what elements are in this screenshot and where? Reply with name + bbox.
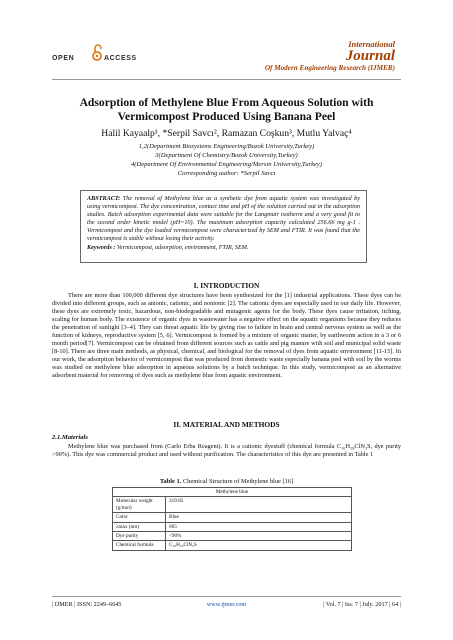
abstract-label: ABSTRACT:	[87, 195, 121, 202]
title-line-2: Vermicompost Produced Using Banana Peel	[117, 110, 336, 123]
affiliation-1: 1,2(Department Biosystems Engineering/Bozok University,Turkey)	[138, 143, 315, 150]
table-header-row	[113, 488, 352, 497]
affiliation-3: 4(Department Of Environmental Engineering/Mersin University,Turkey)	[130, 161, 323, 168]
intro-paragraph: There are more than 100,000 different dye structures have been synthesized for the [1] industrial applications. These dyes can be divided into different groups, such as anionic, cationic, and nonionic [2]. The cationic dyes are especially used in our daily life. However, these dyes are extremely toxic, hazardous, non-biodegradable and mutagenic agents for the body. These dyes cause irritation, itching, scaling for human body. The existence of organic dyes in wastewater has a negative effect on the aquatic organisms because they reduces the penetration of sunlight [3–4]. They can threat aquatic life by giving rise to failure in brain and central nervous system as well as the function of kidneys, reproductive system [5, 6]. Vermicompost is formed by a mixture of organic matter, by earthworm action in a 3 or 6 month period[7]. Vermicompost can be obtained from different sources such as cattle and pig manure with soil and municipal solid waste [8-10]. There are three main methods, as physical, chemical, and biological for the removal of dyes from aquatic environment [11-15]. In our work, the adsorption behavior of vermicompost that was produced from domestic waste especially banana peel with soil by the worms was studied on methylene blue adsorption in aqueous solutions by a batch technique. In this study, vermicompost as an alternative adsorbent material for removing of dyes such as methylene blue from aquatic environment.	[52, 292, 401, 379]
table-cell-value: 319.85	[166, 497, 352, 513]
table-row	[113, 532, 352, 541]
paper-title	[52, 96, 401, 124]
abstract-text: The removal of Methylene blue as a synthetic dye from aquatic system was investigated by using vermicompost. The dye concentration, contact time and pH of the solution carried out in the adsorption studies. Batch adsorption experimental data were suitable for the Langmuir isotherm and a very good fit to the second order kinetic model (pH=10). The maximum adsorption capacity calculated 256.66 mg g-1 . Vermicompost and the dye loaded vermicompost were characterized by SEM and FTIR. It was found that the vermicompost is stable without losing their activity.	[87, 195, 360, 243]
open-access-logo	[52, 44, 144, 66]
footer-website-link[interactable]: www.ijmer.com	[206, 601, 247, 608]
table-caption: Table 1. Chemical Structure of Methylene blue [16]	[159, 478, 294, 485]
dye-properties-table	[112, 487, 352, 551]
table-header-cell: Methylene blue	[113, 488, 352, 497]
table-cell-label: Dye purity	[113, 532, 166, 541]
footer-volume-page: | Vol. 7 | Iss. 7 | July. 2017 | 64 |	[323, 601, 401, 608]
footer-issn: | IJMER | ISSN: 2249–6645	[52, 601, 122, 608]
table-cell-label: Molecular weight (g/mol)	[113, 497, 166, 513]
journal-line-journal: Journal	[345, 47, 395, 64]
keywords-text: Vermicompost, adsorption, environment, FTIR, SEM.	[116, 243, 249, 251]
title-line-1: Adsorption of Methylene Blue From Aqueous Solution with	[79, 96, 374, 109]
table-cell-label: Color	[113, 513, 166, 522]
affiliation-2: 3(Department Of Chemistry/Bozok University,Turkey)	[155, 152, 298, 159]
author-list: Halil Kayaalp¹, *Serpil Savcı², Ramazan Coşkun³, Mutlu Yalvaç⁴	[101, 128, 352, 139]
table-row	[113, 541, 352, 550]
table-row	[113, 513, 352, 522]
header-rule	[52, 79, 401, 80]
materials-subheading: 2.1.Materials	[52, 434, 88, 441]
table-cell-value: 665	[166, 522, 352, 531]
keywords-label: Keywords :	[87, 243, 116, 251]
table-cell-value: <90%	[166, 532, 352, 541]
table-cell-value: C₁₆H₁₈ClN₃S	[166, 541, 352, 550]
open-lock-icon	[92, 44, 102, 62]
table-row	[113, 497, 352, 513]
table-cell-label: λmax (nm)	[113, 522, 166, 531]
journal-line-international: International	[348, 39, 395, 49]
logo-text-access: ACCESS	[104, 55, 137, 62]
logo-text-open: OPEN	[52, 55, 75, 62]
footer-rule	[52, 596, 401, 597]
journal-masthead	[265, 40, 395, 72]
methods-heading: II. MATERIAL AND METHODS	[173, 420, 280, 429]
corresponding-author: Corresponding author: *Serpil Savcı	[177, 170, 276, 177]
journal-line-name: Of Modern Engineering Research (IJMER)	[264, 63, 395, 72]
intro-heading: I. INTRODUCTION	[193, 281, 260, 290]
abstract-box	[80, 190, 367, 263]
table-row	[113, 522, 352, 531]
table-caption-text: Chemical Structure of Methylene blue [16]	[182, 478, 294, 485]
table-cell-label: Chemical formula	[113, 541, 166, 550]
materials-paragraph: Methylene blue was purchased from (Carlo Erba Reagent). It is a cationic dyestuff (chemical formula C₁₆H₁₈ClN₃S, dye purity >90%). This dye was commercial product and used without purification. The characteristics of this dye are presented in Table 1	[52, 443, 401, 458]
table-cell-value: Blue	[166, 513, 352, 522]
